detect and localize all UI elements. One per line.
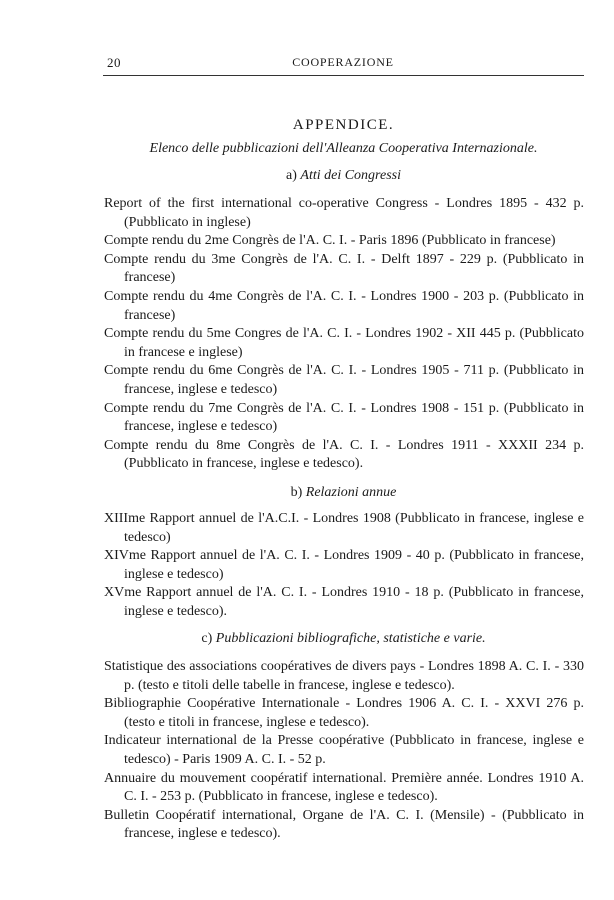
list-item: Report of the first international co-operative Congress - Londres 1895 - 432 p. (Pubblicato in inglese)	[104, 196, 584, 230]
page-header	[103, 55, 583, 75]
list-item: Bibliographie Coopérative Internationale - Londres 1906 A. C. I. - XXVI 276 p. (testo e titoli in francese, inglese e tedesco).	[104, 696, 584, 730]
section-title: Relazioni annue	[305, 485, 397, 500]
list-item: Bulletin Coopératif international, Organe de l'A. C. I. (Mensile) - (Pubblicato in francese, inglese e tedesco).	[104, 807, 584, 842]
section-marker: b)	[290, 485, 303, 500]
page-number: 20	[107, 55, 121, 70]
list-item: Compte rendu du 4me Congrès de l'A. C. I. - Londres 1900 - 203 p. (Pubblicato in francese)	[104, 288, 584, 323]
list-item: XIVme Rapport annuel de l'A. C. I. - Londres 1909 - 40 p. (Pubblicato in francese, inglese e tedesco)	[104, 548, 584, 582]
section-title: Pubblicazioni bibliografiche, statistiche e varie.	[215, 631, 486, 646]
section-heading-c	[103, 631, 584, 647]
section-heading-a	[103, 168, 584, 184]
list-item: XVme Rapport annuel de l'A. C. I. - Londres 1910 - 18 p. (Pubblicato in francese, inglese e tedesco).	[104, 585, 584, 619]
list-item: Compte rendu du 8me Congrès de l'A. C. I. - Londres 1911 - XXXII 234 p. (Pubblicato in francese, inglese e tedesco).	[104, 437, 584, 472]
appendix-subtitle: Elenco delle pubblicazioni dell'Alleanza Cooperativa Internazionale.	[149, 141, 538, 156]
header-rule	[103, 75, 584, 76]
section-heading-b	[103, 485, 584, 501]
list-item: Indicateur international de la Presse coopérative (Pubblicato in francese, inglese e tedesco) - Paris 1909 A. C. I. - 52 p.	[104, 733, 584, 767]
section-marker: a)	[286, 168, 297, 183]
appendix-title: APPENDICE.	[292, 117, 395, 133]
section-b-entries	[104, 510, 584, 622]
section-c-entries	[104, 658, 584, 844]
running-title: COOPERAZIONE	[292, 55, 394, 69]
list-item: Statistique des associations coopératives de divers pays - Londres 1898 A. C. I. - 330 p. (testo e titoli delle tabelle in francese, inglese e tedesco).	[104, 659, 584, 693]
list-item: Compte rendu du 6me Congrès de l'A. C. I. - Londres 1905 - 711 p. (Pubblicato in francese, inglese e tedesco)	[104, 363, 584, 397]
section-marker: c)	[201, 631, 213, 646]
list-item: Compte rendu du 2me Congrès de l'A. C. I. - Paris 1896 (Pubblicato in francese)	[104, 233, 556, 249]
list-item: XIIIme Rapport annuel de l'A.C.I. - Londres 1908 (Pubblicato in francese, inglese e tedesco)	[104, 511, 584, 545]
list-item: Annuaire du mouvement coopératif international. Première année. Londres 1910 A. C. I. - 253 p. (Pubblicato in francese, inglese e tedesco).	[104, 770, 584, 805]
list-item: Compte rendu du 3me Congrès de l'A. C. I. - Delft 1897 - 229 p. (Pubblicato in francese)	[104, 251, 584, 286]
section-a-entries	[104, 195, 584, 474]
list-item: Compte rendu du 7me Congrès de l'A. C. I. - Londres 1908 - 151 p. (Pubblicato in francese, inglese e tedesco)	[104, 400, 584, 435]
list-item: Compte rendu du 5me Congres de l'A. C. I. - Londres 1902 - XII 445 p. (Pubblicato in francese e inglese)	[104, 326, 584, 360]
section-title: Atti dei Congressi	[300, 168, 401, 183]
